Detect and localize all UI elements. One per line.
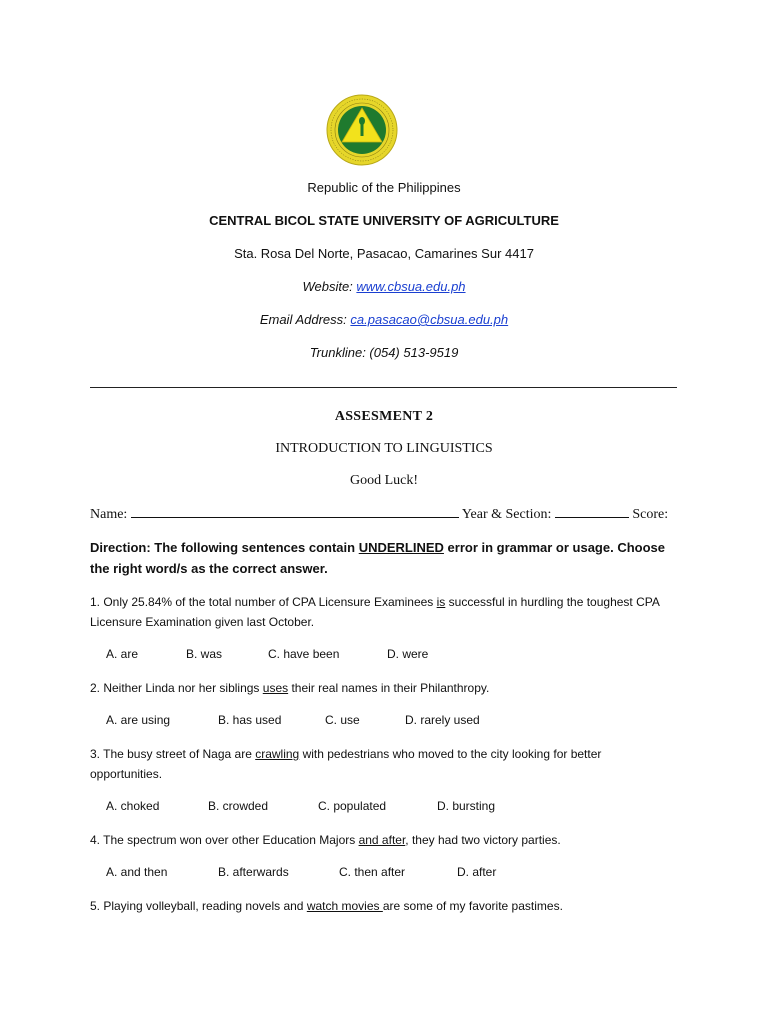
website-label: Website: [302, 279, 357, 294]
question-1 [90, 592, 670, 632]
year-section-blank[interactable] [555, 505, 629, 518]
direction-underlined: UNDERLINED [358, 540, 444, 555]
direction-part2: error in grammar or usage. Choose the right word/s as the correct answer. [90, 540, 666, 576]
name-label: Name: [90, 507, 128, 522]
student-info-line [90, 505, 680, 523]
choice-d[interactable]: D. rarely used [405, 713, 480, 727]
email-label: Email Address: [259, 312, 351, 327]
university-seal-icon [326, 94, 398, 166]
question-underlined: watch movies [306, 899, 383, 913]
email-link[interactable]: ca.pasacao@cbsua.edu.ph [350, 312, 509, 327]
question-5 [90, 896, 670, 916]
direction-text [90, 537, 680, 579]
question-text: with pedestrians who moved to the city looking for better opportunities. [90, 747, 602, 781]
choice-a[interactable]: A. are using [106, 713, 171, 727]
choice-a[interactable]: A. are [106, 647, 139, 661]
exam-subject: INTRODUCTION TO LINGUISTICS [275, 441, 493, 456]
choice-c[interactable]: C. use [325, 713, 360, 727]
choice-c[interactable]: C. then after [339, 865, 406, 879]
choice-b[interactable]: B. crowded [208, 799, 269, 813]
email-line [0, 312, 768, 327]
choice-a[interactable]: A. choked [106, 799, 160, 813]
choice-c[interactable]: C. have been [268, 647, 340, 661]
choice-b[interactable]: B. was [186, 647, 223, 661]
header-divider [90, 387, 677, 388]
question-text: are some of my favorite pastimes. [382, 899, 563, 913]
question-text: 3. The busy street of Naga are [90, 747, 256, 761]
question-4 [90, 830, 670, 850]
question-text: , they had two victory parties. [405, 833, 561, 847]
website-link[interactable]: www.cbsua.edu.ph [356, 279, 466, 294]
direction-part1: Direction: The following sentences contain [90, 540, 359, 555]
question-text: their real names in their Philanthropy. [288, 681, 490, 695]
trunkline: Trunkline: (054) 513-9519 [309, 345, 459, 360]
exam-title: ASSESMENT 2 [334, 409, 434, 424]
question-3 [90, 744, 670, 784]
question-text: 2. Neither Linda nor her siblings [90, 681, 263, 695]
choice-c[interactable]: C. populated [318, 799, 387, 813]
choice-b[interactable]: B. afterwards [218, 865, 289, 879]
country-name: Republic of the Philippines [307, 180, 461, 195]
university-name: CENTRAL BICOL STATE UNIVERSITY OF AGRICULTURE [209, 213, 559, 228]
choice-b[interactable]: B. has used [218, 713, 282, 727]
question-text: 1. Only 25.84% of the total number of CPA Licensure Examinees [90, 595, 437, 609]
choice-d[interactable]: D. were [387, 647, 429, 661]
question-underlined: uses [262, 681, 289, 695]
website-line [0, 279, 768, 294]
university-address: Sta. Rosa Del Norte, Pasacao, Camarines Sur 4417 [234, 246, 534, 261]
question-underlined: and after [358, 833, 406, 847]
question-text: 4. The spectrum won over other Education Majors [90, 833, 359, 847]
choice-d[interactable]: D. bursting [437, 799, 496, 813]
question-text: successful in hurdling the toughest CPA Licensure Examination given last October. [90, 595, 660, 629]
question-text: 5. Playing volleyball, reading novels and [90, 899, 307, 913]
name-blank[interactable] [131, 505, 459, 518]
score-label: Score: [632, 507, 669, 522]
exam-greeting: Good Luck! [349, 473, 419, 488]
question-underlined: is [436, 595, 446, 609]
question-2 [90, 678, 670, 698]
choice-a[interactable]: A. and then [106, 865, 168, 879]
year-section-label: Year & Section: [461, 507, 552, 522]
question-underlined: crawling [255, 747, 300, 761]
choice-d[interactable]: D. after [457, 865, 497, 879]
